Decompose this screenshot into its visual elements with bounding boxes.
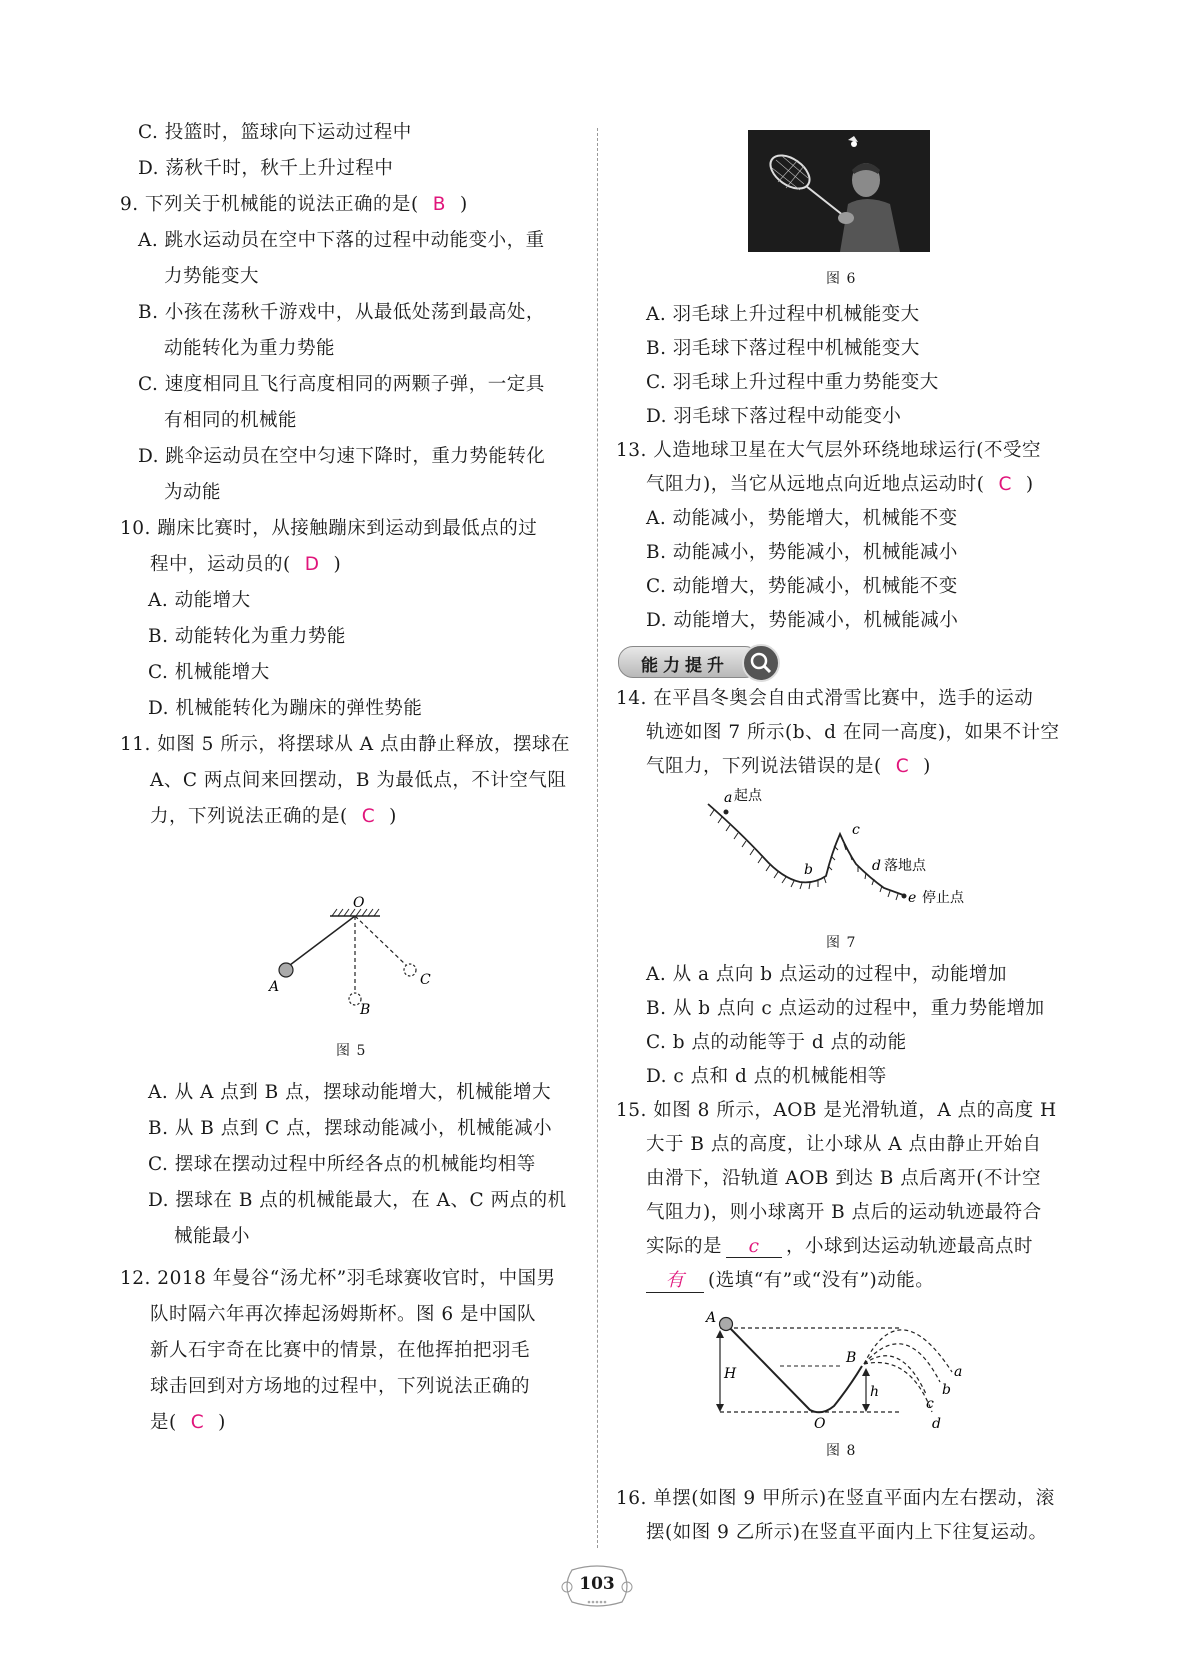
q12-option-c: C. 羽毛球上升过程中重力势能变大 <box>646 372 939 393</box>
q13-option-d: D. 动能增大，势能减小，机械能减小 <box>646 610 959 631</box>
figure-8-track <box>700 1302 970 1432</box>
label-b: b <box>804 862 813 878</box>
q15-stem-cont2: 由滑下，沿轨道 AOB 到达 B 点后离开(不计空 <box>646 1168 1041 1189</box>
q14-option-c: C. b 点的动能等于 d 点的动能 <box>646 1032 907 1053</box>
pendulum-string-a <box>286 916 355 968</box>
page-number: 103 <box>579 1574 615 1594</box>
q9-option-c-cont: 有相同的机械能 <box>164 410 298 431</box>
q9-stem: 9. 下列关于机械能的说法正确的是( B ) <box>120 194 468 215</box>
q9-option-c: C. 速度相同且飞行高度相同的两颗子弹，一定具 <box>138 374 545 395</box>
q16-stem-cont: 摆(如图 9 乙所示)在竖直平面内上下往复运动。 <box>646 1522 1048 1543</box>
q10-option-d: D. 机械能转化为蹦床的弹性势能 <box>148 698 423 719</box>
section-badge-ability <box>618 644 778 678</box>
badminton-player-image <box>748 130 930 252</box>
figure-6-photo <box>748 130 930 252</box>
label-a: A <box>269 979 280 995</box>
q13-answer: C <box>998 474 1012 495</box>
q15-stem-cont5: 有 (选填“有”或“没有”)动能。 <box>646 1266 934 1293</box>
q9-option-a: A. 跳水运动员在空中下落的过程中动能变小，重 <box>138 230 545 251</box>
q11-answer: C <box>361 806 376 827</box>
q12-answer: C <box>190 1412 205 1433</box>
label-stop: 停止点 <box>922 890 964 906</box>
q10-stem-cont: 程中，运动员的( D ) <box>150 554 342 575</box>
label-o: O <box>353 895 365 911</box>
q8-option-d: D. 荡秋千时，秋千上升过程中 <box>138 158 394 179</box>
q14-option-d: D. c 点和 d 点的机械能相等 <box>646 1066 887 1087</box>
q8-option-c: C. 投篮时，篮球向下运动过程中 <box>138 122 412 143</box>
magnifier-icon <box>742 644 780 682</box>
q15-blank-1[interactable]: c <box>726 1236 782 1258</box>
q10-answer: D <box>304 554 320 575</box>
q14-option-b: B. 从 b 点向 c 点运动的过程中，重力势能增加 <box>646 998 1045 1019</box>
q12-stem-cont4: 是( C ) <box>150 1412 226 1433</box>
q12-option-a: A. 羽毛球上升过程中机械能变大 <box>646 304 920 325</box>
q11-option-b: B. 从 B 点到 C 点，摆球动能减小，机械能减小 <box>148 1118 553 1139</box>
trajectory-a <box>864 1330 952 1372</box>
q13-option-a: A. 动能减小，势能增大，机械能不变 <box>646 508 958 529</box>
label-land: 落地点 <box>884 858 926 874</box>
q10-option-a: A. 动能增大 <box>148 590 251 611</box>
ball-a <box>720 1318 733 1331</box>
label-traj-c: c <box>926 1396 934 1412</box>
pendulum-ball-a <box>279 963 293 977</box>
q11-option-d-cont: 械能最小 <box>174 1226 251 1247</box>
q14-stem-cont1: 轨迹如图 7 所示(b、d 在同一高度)，如果不计空 <box>646 722 1060 743</box>
q16-stem: 16. 单摆(如图 9 甲所示)在竖直平面内左右摆动，滚 <box>616 1488 1055 1509</box>
q9-option-a-cont: 力势能变大 <box>164 266 260 287</box>
q12-stem-cont1: 队时隔六年再次捧起汤姆斯杯。图 6 是中国队 <box>150 1304 537 1325</box>
q12-stem: 12. 2018 年曼谷“汤尤杯”羽毛球赛收官时，中国男 <box>120 1268 556 1289</box>
label-c: c <box>852 822 860 838</box>
label-b: B <box>360 1002 371 1015</box>
figure-7-caption: 图 7 <box>826 935 857 951</box>
track-aob <box>726 1324 862 1412</box>
q15-blank-2[interactable]: 有 <box>646 1266 704 1293</box>
q13-stem-cont: 气阻力)，当它从远地点向近地点运动时( C ) <box>646 474 1034 495</box>
q10-option-b: B. 动能转化为重力势能 <box>148 626 346 647</box>
q12-stem-cont3: 球击回到对方场地的过程中，下列说法正确的 <box>150 1376 531 1397</box>
label-c: C <box>420 972 431 988</box>
q11-stem-cont1: A、C 两点间来回摆动，B 为最低点，不计空气阻 <box>150 770 567 791</box>
q11-stem: 11. 如图 5 所示，将摆球从 A 点由静止释放，摆球在 <box>120 734 570 755</box>
label-traj-d: d <box>932 1416 941 1432</box>
q9-answer: B <box>432 194 446 215</box>
label-start: 起点 <box>734 788 762 804</box>
q11-option-d: D. 摆球在 B 点的机械能最大，在 A、C 两点的机 <box>148 1190 567 1211</box>
figure-7-ski-track <box>700 782 990 912</box>
q14-answer: C <box>895 756 910 777</box>
q15-stem-cont4: 实际的是 c ，小球到达运动轨迹最高点时 <box>646 1236 1034 1257</box>
label-traj-b: b <box>942 1382 951 1398</box>
page-number-badge <box>558 1564 636 1610</box>
q13-stem: 13. 人造地球卫星在大气层外环绕地球运行(不受空 <box>616 440 1042 461</box>
column-divider <box>597 128 598 1548</box>
q13-option-c: C. 动能增大，势能减小，机械能不变 <box>646 576 958 597</box>
q15-stem-cont3: 气阻力)，则小球离开 B 点后的运动轨迹最符合 <box>646 1202 1042 1223</box>
label-H: H <box>724 1366 737 1382</box>
label-A: A <box>706 1310 717 1326</box>
label-B: B <box>846 1350 857 1366</box>
q11-option-a: A. 从 A 点到 B 点，摆球动能增大，机械能增大 <box>148 1082 552 1103</box>
figure-8-caption: 图 8 <box>826 1443 857 1459</box>
q15-stem: 15. 如图 8 所示，AOB 是光滑轨道，A 点的高度 H <box>616 1100 1057 1121</box>
label-O: O <box>814 1416 826 1432</box>
q11-stem-cont2: 力，下列说法正确的是( C ) <box>150 806 397 827</box>
label-h: h <box>870 1384 880 1400</box>
figure-5-pendulum <box>258 895 448 1015</box>
q10-stem: 10. 蹦床比赛时，从接触蹦床到运动到最低点的过 <box>120 518 538 539</box>
q12-stem-cont2: 新人石宇奇在比赛中的情景，在他挥拍把羽毛 <box>150 1340 531 1361</box>
label-traj-a: a <box>954 1364 963 1380</box>
label-a: a <box>724 790 733 806</box>
trajectory-b <box>864 1344 940 1382</box>
track-line <box>708 804 906 896</box>
q14-stem-cont2: 气阻力，下列说法错误的是( C ) <box>646 756 931 777</box>
figure-5-caption: 图 5 <box>336 1043 367 1059</box>
q14-option-a: A. 从 a 点向 b 点运动的过程中，动能增加 <box>646 964 1008 985</box>
q10-option-c: C. 机械能增大 <box>148 662 270 683</box>
q9-option-d: D. 跳伞运动员在空中匀速下降时，重力势能转化 <box>138 446 546 467</box>
q12-option-b: B. 羽毛球下落过程中机械能变大 <box>646 338 920 359</box>
q11-option-c: C. 摆球在摆动过程中所经各点的机械能均相等 <box>148 1154 536 1175</box>
q9-option-b-cont: 动能转化为重力势能 <box>164 338 336 359</box>
q9-option-b: B. 小孩在荡秋千游戏中，从最低处荡到最高处， <box>138 302 545 323</box>
figure-6-caption: 图 6 <box>826 271 857 287</box>
q9-option-d-cont: 为动能 <box>164 482 222 503</box>
q15-stem-cont1: 大于 B 点的高度，让小球从 A 点由静止开始自 <box>646 1134 1042 1155</box>
label-d: d <box>872 858 881 874</box>
section-badge-label: 能力提升 <box>641 656 729 676</box>
q12-option-d: D. 羽毛球下落过程中动能变小 <box>646 406 902 427</box>
q13-option-b: B. 动能减小，势能减小，机械能减小 <box>646 542 958 563</box>
q14-stem: 14. 在平昌冬奥会自由式滑雪比赛中，选手的运动 <box>616 688 1034 709</box>
label-e: e <box>908 890 917 906</box>
